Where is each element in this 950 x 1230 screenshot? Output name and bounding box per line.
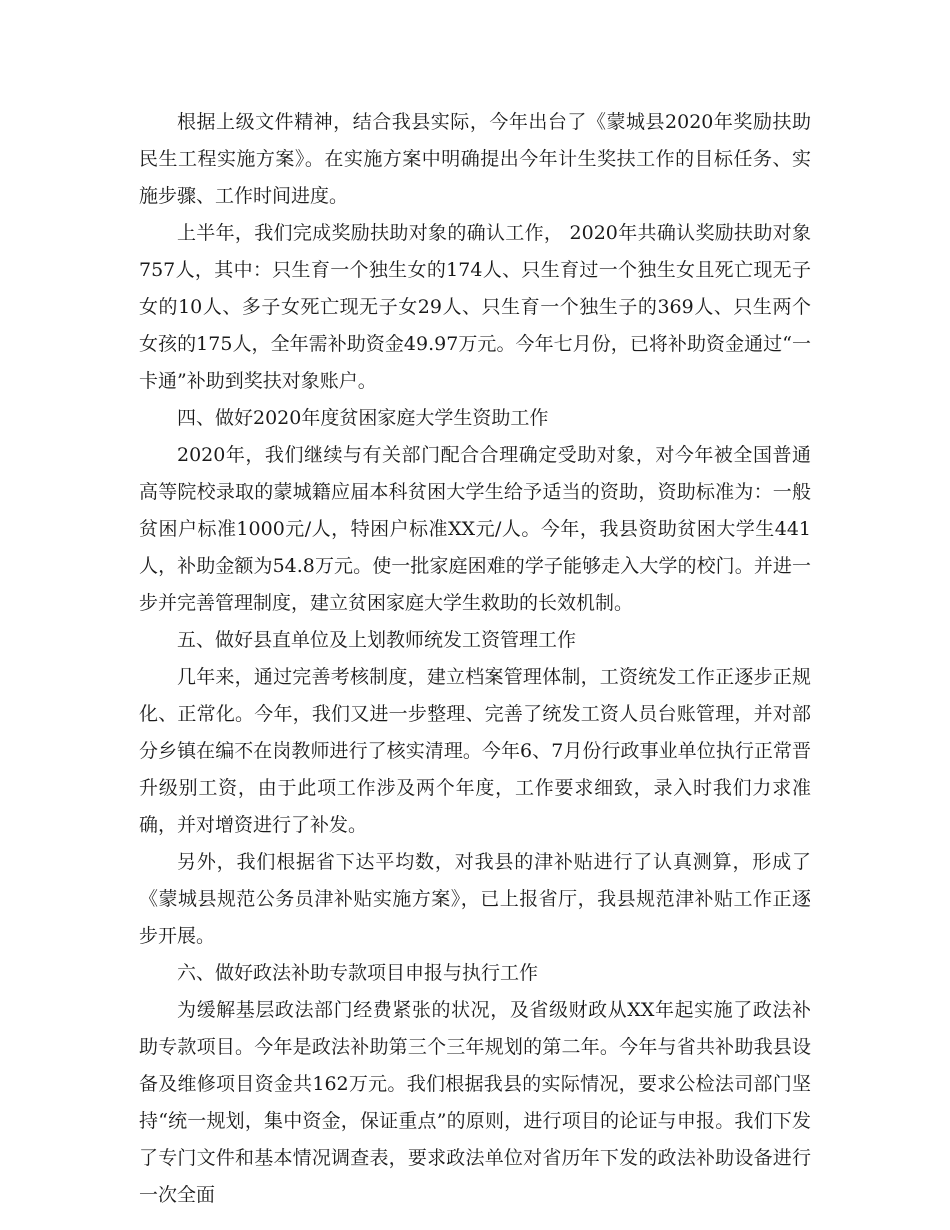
paragraph-student-aid: 2020年，我们继续与有关部门配合合理确定受助对象，对今年被全国普通高等院校录取的蒙城籍应届本科贫困大学生给予适当的资助，资助标准为：一般贫困户标准1000元/人，特困户标准XX元/人。今年，我县资助贫困大学生441人，补助金额为54.8万元。使一批家庭困难的学子能够走入大学的校门。并进一步并完善管理制度，建立贫困家庭大学生救助的长效机制。 <box>139 444 811 614</box>
section-heading-6: 六、做好政法补助专款项目申报与执行工作 <box>177 962 539 984</box>
paragraph-allowance: 另外，我们根据省下达平均数，对我县的津补贴进行了认真测算，形成了《蒙城县规范公务员津补贴实施方案》，已上报省厅，我县规范津补贴工作正逐步开展。 <box>139 851 811 947</box>
document-body <box>139 104 811 1214</box>
paragraph-reward-recipients: 上半年，我们完成奖励扶助对象的确认工作， 2020年共确认奖励扶助对象757人，其中：只生育一个独生女的174人、只生育过一个独生女且死亡现无子女的10人、多子女死亡现无子女29人、只生育一个独生子的369人、只生两个女孩的175人，全年需补助资金49.97万元。今年七月份，已将补助资金通过“一卡通”补助到奖扶对象账户。 <box>139 222 811 392</box>
paragraph-legal-subsidy: 为缓解基层政法部门经费紧张的状况，及省级财政从XX年起实施了政法补助专款项目。今年是政法补助第三个三年规划的第二年。今年与省共补助我县设备及维修项目资金共162万元。我们根据我县的实际情况，要求公检法司部门坚持“统一规划，集中资金，保证重点”的原则，进行项目的论证与申报。我们下发了专门文件和基本情况调查表，要求政法单位对省历年下发的政法补助设备进行一次全面 <box>139 999 811 1206</box>
paragraph-salary-management: 几年来，通过完善考核制度，建立档案管理体制，工资统发工作正逐步正规化、正常化。今年，我们又进一步整理、完善了统发工资人员台账管理，并对部分乡镇在编不在岗教师进行了核实清理。今年6、7月份行政事业单位执行正常晋升级别工资，由于此项工作涉及两个年度，工作要求细致，录入时我们力求准确，并对增资进行了补发。 <box>139 666 811 836</box>
section-heading-4: 四、做好2020年度贫困家庭大学生资助工作 <box>177 407 549 429</box>
paragraph-plan-intro: 根据上级文件精神，结合我县实际，今年出台了《蒙城县2020年奖励扶助民生工程实施方案》。在实施方案中明确提出今年计生奖扶工作的目标任务、实施步骤、工作时间进度。 <box>139 111 811 207</box>
section-heading-5: 五、做好县直单位及上划教师统发工资管理工作 <box>177 629 577 651</box>
